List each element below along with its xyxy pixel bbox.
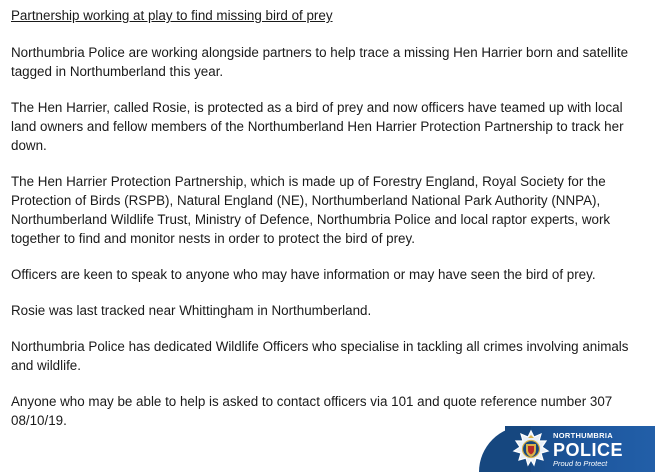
- paragraph-5: Rosie was last tracked near Whittingham in Northumberland.: [11, 303, 372, 318]
- police-logo-band: [505, 426, 655, 472]
- police-tagline: Proud to Protect: [553, 458, 608, 468]
- paragraph-4: Officers are keen to speak to anyone who may have information or may have seen the bird of prey.: [11, 267, 596, 282]
- force-name: NORTHUMBRIA: [553, 431, 613, 440]
- press-release: [11, 6, 651, 447]
- police-crest-icon: [511, 429, 551, 469]
- paragraph-1: Northumbria Police are working alongside partners to help trace a missing Hen Harrier born and satellite tagged in Northumberland this year.: [11, 45, 629, 79]
- police-wordmark: [553, 432, 623, 467]
- document-title: Partnership working at play to find missing bird of prey: [11, 8, 333, 23]
- paragraph-3: The Hen Harrier Protection Partnership, which is made up of Forestry England, Royal Society for the Protection of Birds (RSPB), Natural England (NE), Northumberland National Park Authority (NNPA), Northumberland Wildlife Trust, Ministry of Defence, Northumbria Police and local raptor experts, work together to find and monitor nests in order to protect the bird of prey.: [11, 174, 611, 246]
- police-label: POLICE: [553, 439, 624, 460]
- paragraph-2: The Hen Harrier, called Rosie, is protected as a bird of prey and now officers have teamed up with local land owners and fellow members of the Northumberland Hen Harrier Protection Partnership to track her down.: [11, 100, 624, 153]
- paragraph-7: Anyone who may be able to help is asked to contact officers via 101 and quote reference number 307 08/10/19.: [11, 394, 613, 428]
- paragraph-6: Northumbria Police has dedicated Wildlife Officers who specialise in tackling all crimes involving animals and wildlife.: [11, 339, 629, 373]
